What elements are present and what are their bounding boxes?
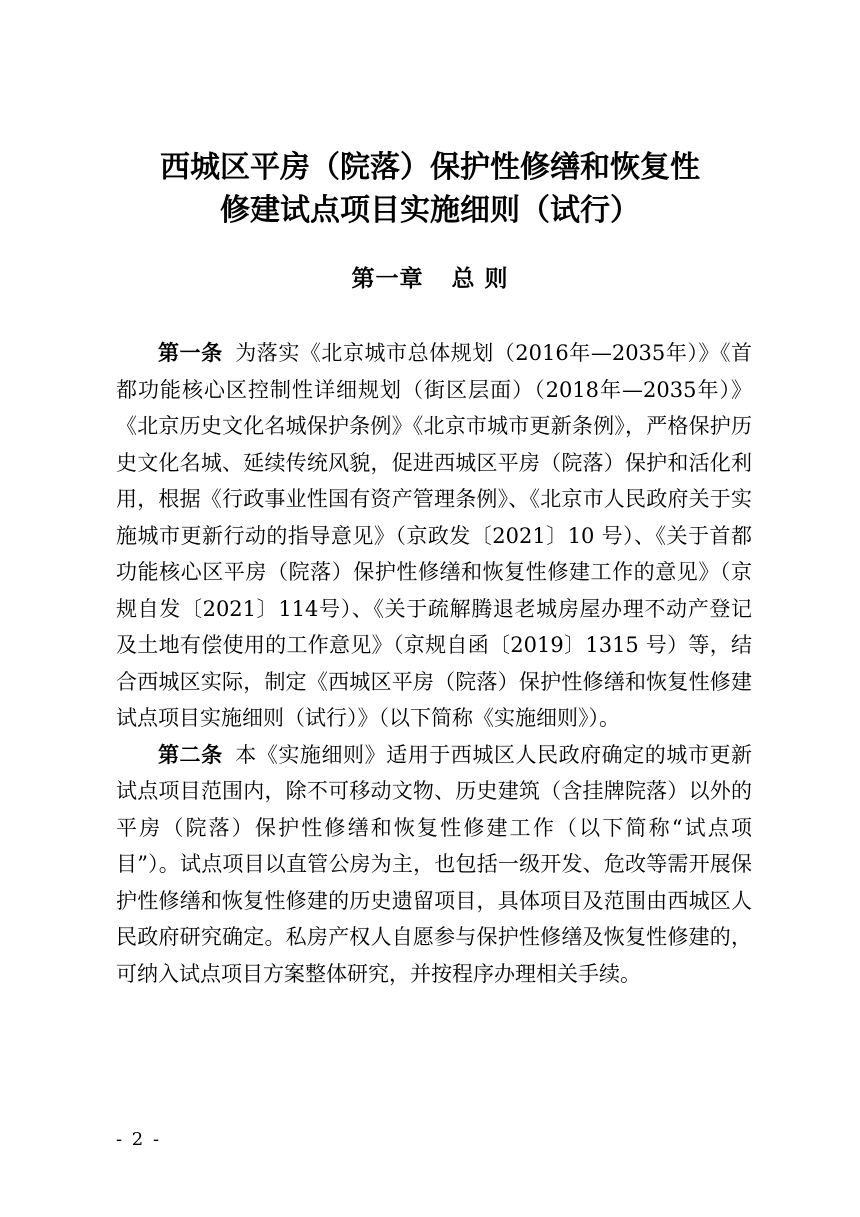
page-number: - 2 - <box>116 1129 162 1150</box>
article-2 <box>116 737 752 993</box>
title-line-1: 西城区平房（院落）保护性修缮和恢复性 <box>160 150 700 185</box>
article-1 <box>116 335 752 737</box>
document-body <box>116 335 752 992</box>
chapter-name: 总 则 <box>451 265 509 292</box>
title-line-2: 修建试点项目实施细则（试行） <box>220 193 640 228</box>
article-2-label: 第二条 <box>158 741 223 767</box>
article-1-label: 第一条 <box>158 340 223 365</box>
document-title <box>100 146 760 232</box>
article-1-text: 为落实《北京城市总体规划（2016年—2035年）》《首都功能核心区控制性详细规划（街区层面）（2018年—2035年）》《北京历史文化名城保护条例》《北京市城市更新条例》，严格保护历史文化名城、延续传统风貌，促进西城区平房（院落）保护和活化利用，根据《行政事业性国有资产管理条例》、《北京市人民政府关于实施城市更新行动的指导意见》（京政发〔2021〕10 号）、《关于首都功能核心区平房（院落）保护性修缮和恢复性修建工作的意见》（京规自发〔2021〕114号）、《关于疏解腾退老城房屋办理不动产登记及土地有偿使用的工作意见》（京规自函〔2019〕1315 号）等，结合西城区实际，制定《西城区平房（院落）保护性修缮和恢复性修建试点项目实施细则（试行）》（以下简称《实施细则》）。 <box>116 341 753 730</box>
article-2-text: 本《实施细则》适用于西城区人民政府确定的城市更新试点项目范围内，除不可移动文物、历史建筑（含挂牌院落）以外的平房（院落）保护性修缮和恢复性修建工作（以下简称“试点项目”）。试点项目以直管公房为主，也包括一级开发、危改等需开展保护性修缮和恢复性修建的历史遗留项目，具体项目及范围由西城区人民政府研究确定。私房产权人自愿参与保护性修缮及恢复性修建的，可纳入试点项目方案整体研究，并按程序办理相关手续。 <box>116 742 753 986</box>
chapter-number: 第一章 <box>351 265 424 292</box>
chapter-heading <box>100 261 760 297</box>
